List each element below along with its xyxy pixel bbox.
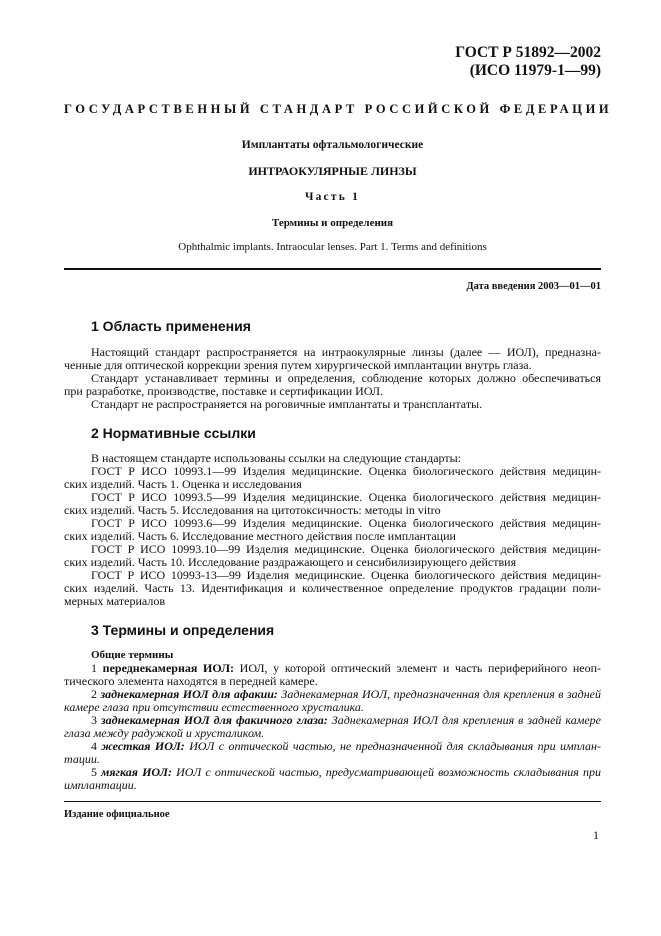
text-line: ских изделий. Часть 6. Исследование местного действия после имплантации bbox=[64, 529, 456, 543]
iso-number: (ИСО 11979-1—99) bbox=[469, 62, 601, 79]
term-number: 1 bbox=[91, 661, 97, 675]
text-line: ских изделий. Часть 13. Идентификация и количественное определение продуктов градации поли- bbox=[64, 581, 601, 595]
text-line: ченные для оптической коррекции зрения путем хирургической имплантации внутрь глаза. bbox=[64, 358, 532, 372]
section-1-body bbox=[64, 346, 601, 411]
term-line: камере глаза при отсутствии естественного хрусталика. bbox=[64, 700, 364, 714]
term-line: тического элемента находятся в передней камере. bbox=[64, 674, 318, 688]
term-line bbox=[64, 766, 601, 779]
page-number: 1 bbox=[593, 828, 599, 842]
text-line: ских изделий. Часть 10. Исследование раздражающего и сенсибилизирующего действия bbox=[64, 555, 517, 569]
term-number: 2 bbox=[91, 687, 97, 701]
section-3-heading: 3 Термины и определения bbox=[91, 622, 275, 638]
title-divider bbox=[64, 268, 601, 270]
text-line: В настоящем стандарте использованы ссылки на следующие стандарты: bbox=[91, 451, 462, 465]
text-line: Настоящий стандарт распространяется на интраокулярные линзы (далее — ИОЛ), предназна- bbox=[91, 345, 601, 359]
term-name: заднекамерная ИОЛ для афакии: bbox=[100, 687, 278, 701]
gost-number: ГОСТ Р 51892—2002 bbox=[455, 44, 601, 61]
subheading-general-terms: Общие термины bbox=[91, 649, 174, 661]
text-line: ГОСТ Р ИСО 10993-13—99 Изделия медицинские. Оценка биологического действия медицин- bbox=[91, 568, 601, 582]
standard-number bbox=[455, 44, 601, 80]
term-line: тации. bbox=[64, 752, 100, 766]
term-line: имплантации. bbox=[64, 778, 137, 792]
term-name: жесткая ИОЛ: bbox=[101, 739, 185, 753]
title-terms: Термины и определения bbox=[271, 217, 394, 229]
date-of-introduction: Дата введения 2003—01—01 bbox=[466, 281, 601, 292]
term-line bbox=[64, 740, 601, 753]
text-line: ГОСТ Р ИСО 10993.5—99 Изделия медицинские. Оценка биологического действия медицин- bbox=[91, 490, 601, 504]
term-number: 4 bbox=[91, 739, 97, 753]
section-3-body bbox=[64, 649, 601, 792]
term-definition: ИОЛ с оптической частью, не предназначенной для складывания при имплан- bbox=[184, 739, 601, 753]
term-definition: Заднекамерная ИОЛ, предназначенная для крепления в задней bbox=[277, 687, 601, 701]
title-english: Ophthalmic implants. Intraocular lenses. Part 1. Terms and definitions bbox=[178, 241, 487, 253]
section-2-body bbox=[64, 452, 601, 608]
term-definition: ИОЛ, у которой оптический элемент и часть периферийного неоп- bbox=[234, 661, 601, 675]
text-line: ГОСТ Р ИСО 10993.1—99 Изделия медицинские. Оценка биологического действия медицин- bbox=[91, 464, 601, 478]
term-line: глаза между радужкой и хрусталиком. bbox=[64, 726, 265, 740]
text-line: Стандарт устанавливает термины и определения, соблюдение которых должно обеспечиваться bbox=[91, 371, 601, 385]
term-name: заднекамерная ИОЛ для факичного глаза: bbox=[100, 713, 328, 727]
text-line: ГОСТ Р ИСО 10993.10—99 Изделия медицинские. Оценка биологического действия медицин- bbox=[91, 542, 601, 556]
term-definition: Заднекамерная ИОЛ для крепления в задней камере bbox=[327, 713, 601, 727]
section-2-heading: 2 Нормативные ссылки bbox=[91, 425, 256, 441]
term-definition: ИОЛ с оптической частью, предусматривающей возможность складывания при bbox=[172, 765, 601, 779]
section-1-heading: 1 Область применения bbox=[91, 318, 251, 334]
text-line: при разработке, производстве, поставке и сертификации ИОЛ. bbox=[64, 384, 384, 398]
state-standard-banner: ГОСУДАРСТВЕННЫЙ СТАНДАРТ РОССИЙСКОЙ ФЕДЕРАЦИИ bbox=[64, 102, 613, 116]
official-edition-label: Издание официальное bbox=[64, 809, 170, 820]
text-line: Стандарт не распространяется на роговичные имплантаты и трансплантаты. bbox=[91, 397, 483, 411]
term-number: 3 bbox=[91, 713, 97, 727]
title-implants: Имплантаты офтальмологические bbox=[241, 139, 424, 151]
text-line: ских изделий. Часть 1. Оценка и исследования bbox=[64, 477, 302, 491]
term-number: 5 bbox=[91, 765, 97, 779]
title-part: Часть 1 bbox=[304, 191, 361, 203]
footer-divider bbox=[64, 801, 601, 802]
title-lenses: ИНТРАОКУЛЯРНЫЕ ЛИНЗЫ bbox=[248, 164, 417, 178]
term-name: мягкая ИОЛ: bbox=[101, 765, 172, 779]
text-line: ских изделий. Часть 5. Исследования на цитотоксичность: методы in vitro bbox=[64, 503, 441, 517]
text-line: мерных материалов bbox=[64, 594, 166, 608]
text-line: ГОСТ Р ИСО 10993.6—99 Изделия медицинские. Оценка биологического действия медицин- bbox=[91, 516, 601, 530]
term-name: переднекамерная ИОЛ: bbox=[102, 661, 235, 675]
